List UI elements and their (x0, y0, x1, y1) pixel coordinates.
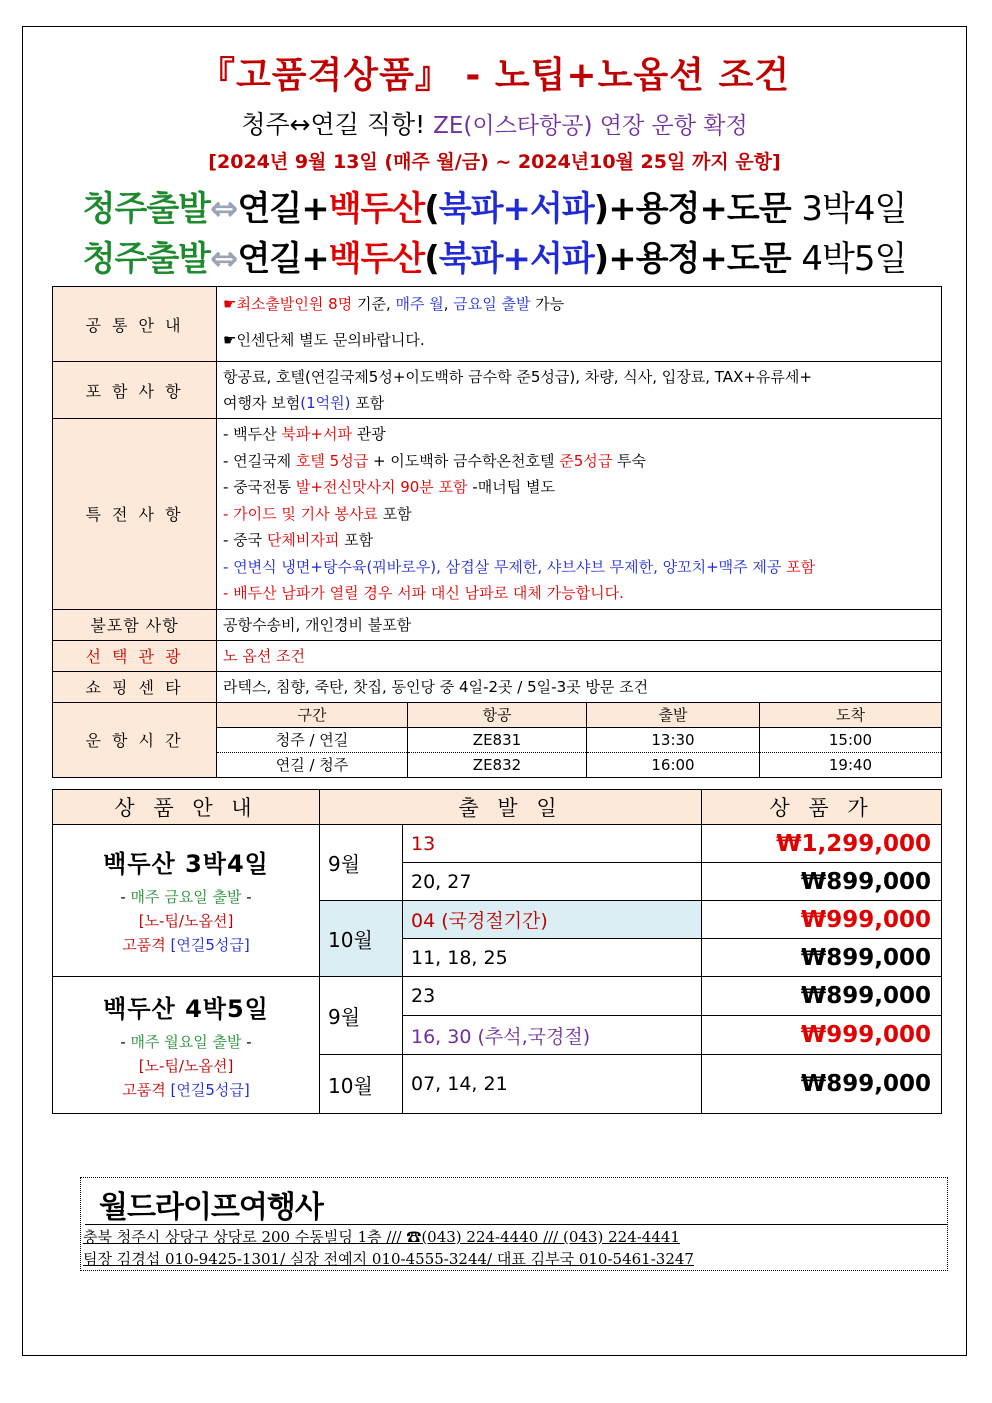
route-subtitle (23, 105, 966, 141)
price-cell: ₩899,000 (702, 977, 942, 1016)
text-part: 단체비자피 (266, 531, 340, 549)
product-name: 백두산 3박4일 (103, 850, 269, 878)
info-row-common (53, 287, 942, 362)
product-table (52, 789, 942, 1114)
tour-part: 백두산 (328, 189, 425, 229)
flight-cell: 16:00 (587, 752, 760, 777)
product-condition: [노-팁/노옵션] (138, 912, 234, 930)
text-part: -매너팁 별도 (467, 478, 555, 496)
flight-cell: 연길 / 청주 (275, 756, 349, 774)
text-part: 북파+서파 (281, 425, 352, 443)
text-part: 포함 (339, 531, 374, 549)
flight-cell: 15:00 (760, 727, 942, 752)
info-label: 포 함 사 항 (53, 362, 217, 419)
product-header: 상 품 가 (702, 790, 942, 825)
info-line: ☛인센단체 별도 문의바랍니다. (223, 331, 425, 349)
text-part: - 연길국제 (223, 451, 296, 470)
month-cell: 9월 (320, 977, 403, 1055)
flight-header: 출발 (587, 703, 760, 728)
info-value: 공항수송비, 개인경비 불포함 (217, 609, 942, 640)
product-name-cell (53, 977, 320, 1114)
product-row (53, 825, 942, 863)
flight-cell: ZE832 (408, 752, 587, 777)
product-header-row (53, 790, 942, 825)
flyer-page (22, 26, 967, 1356)
text-part: 호텔 5성급 (295, 451, 369, 470)
info-line: - 배두산 남파가 열릴 경우 서파 대신 남파로 대체 가능합니다. (223, 584, 624, 602)
text-part: 매주 금요일 출발 (130, 888, 242, 906)
price-cell: ₩899,000 (702, 863, 942, 901)
info-value (217, 419, 942, 610)
divider (85, 1224, 947, 1225)
arrow-icon: ⇔ (210, 189, 238, 229)
info-value: 라텍스, 침향, 죽탄, 찻집, 동인당 중 4일-2곳 / 5일-3곳 방문 조건 (217, 671, 942, 702)
text-part: (1억원) (300, 394, 351, 412)
text-part: ☛최소출발인원 8명 (223, 295, 353, 313)
text-part: - (120, 1032, 131, 1051)
price-cell: ₩999,000 (702, 1016, 942, 1055)
title-right: 노팁+노옵션 조건 (494, 55, 791, 96)
product-row (53, 977, 942, 1016)
text-part: - 백두산 (223, 425, 282, 443)
price-cell: ₩899,000 (702, 939, 942, 977)
text-part: 여행자 보험 (223, 394, 301, 412)
tour-part: 연길+ (237, 189, 329, 229)
text-part: 금요일 출발 (453, 295, 531, 313)
tour-line-2 (23, 231, 966, 280)
airline-text: ZE(이스타항공) 연장 운항 확정 (433, 113, 748, 139)
text-part: - 중국 (223, 531, 267, 549)
info-label: 불포함 사항 (53, 609, 217, 640)
tour-part: 북파+서파 (438, 239, 594, 279)
flight-header: 항공 (408, 703, 587, 728)
text-part: - (241, 888, 252, 906)
flight-cell: 19:40 (760, 752, 942, 777)
flight-cell: 청주 / 연길 (217, 727, 408, 752)
text-part: 발+전신맛사지 90분 포함 (295, 478, 468, 496)
route-text: 청주↔연길 직항! (241, 110, 426, 139)
agency-staff: 팀장 김경섭 010-9425-1301/ 실장 전예지 010-4555-3244/ 대표 김부국 010-5461-3247 (83, 1250, 694, 1268)
info-label: 쇼 핑 센 타 (53, 671, 217, 702)
info-row-include (53, 362, 942, 419)
flight-schedule (217, 702, 942, 777)
flight-cell: 13:30 (587, 727, 760, 752)
tour-part: 백두산 (328, 239, 425, 279)
tour-line-1 (23, 181, 966, 230)
depart-text: 청주출발 (82, 189, 211, 229)
info-row-option (53, 640, 942, 671)
text-part: 포함 (786, 557, 816, 576)
flight-header: 구간 (217, 703, 408, 728)
flight-table (217, 703, 941, 777)
agency-address: 충북 청주시 상당구 상당로 200 수동빌딩 1층 /// ☎(043) 224-4440 /// (043) 224-4441 (83, 1228, 680, 1246)
price-cell: ₩899,000 (702, 1055, 942, 1114)
text-part: - 연변식 냉면+탕수육(꿔바로우), 삼겹살 무제한, 샤브샤브 무제한, 양꼬치+맥주 제공 (223, 557, 787, 576)
text-part: 고품격 (122, 936, 171, 954)
text-part: 매주 월 (395, 295, 444, 313)
info-label: 공 통 안 내 (53, 287, 217, 362)
tour-part: )+용정+도문 (593, 239, 791, 279)
depart-text: 청주출발 (82, 239, 211, 279)
month-cell: 10월 (320, 901, 403, 977)
text-part: 투숙 (612, 451, 647, 470)
price-cell: ₩1,299,000 (702, 825, 942, 863)
tour-part: ( (424, 239, 439, 279)
product-condition: [노-팁/노옵션] (138, 1056, 234, 1075)
flight-header-row (217, 703, 941, 728)
text-part: [연길5성급] (170, 1080, 250, 1099)
tour-part: ( (424, 189, 439, 229)
price-cell: ₩999,000 (702, 901, 942, 939)
agency-name: 월드라이프여행사 (99, 1190, 323, 1225)
dates-cell: 04 (국경절기간) (403, 901, 702, 939)
text-part: + 이도백하 금수학온천호텔 (368, 451, 560, 470)
text-part: 포함 (350, 394, 385, 412)
text-part: 관광 (351, 425, 386, 443)
text-part: 준5성급 (559, 451, 613, 470)
text-part: - (120, 888, 131, 906)
info-value (217, 362, 942, 419)
info-label: 운 항 시 간 (53, 702, 217, 777)
info-value (217, 287, 942, 362)
flight-cell: ZE831 (408, 727, 587, 752)
agency-box (80, 1177, 948, 1271)
dates-cell: 16, 30 (추석,국경절) (403, 1016, 702, 1055)
tour-duration: 3박4일 (801, 189, 907, 229)
page-title (23, 47, 966, 98)
month-cell: 10월 (320, 1055, 403, 1114)
dates-cell: 23 (403, 977, 702, 1016)
tour-part: )+용정+도문 (593, 189, 791, 229)
dates-cell: 13 (403, 825, 702, 863)
product-name: 백두산 4박5일 (103, 994, 269, 1023)
month-cell: 9월 (320, 825, 403, 901)
text-part: 매주 월요일 출발 (130, 1032, 242, 1051)
product-name-cell (53, 825, 320, 977)
text-part: [연길5성급] (170, 936, 250, 954)
product-header: 출 발 일 (320, 790, 702, 825)
flight-row (217, 727, 941, 752)
info-line: 항공료, 호텔(연길국제5성+이도백하 금수학 준5성급), 차량, 식사, 입장료, TAX+유류세+ (223, 368, 812, 386)
arrow-icon: ⇔ (210, 239, 238, 279)
dates-cell: 11, 18, 25 (403, 939, 702, 977)
operation-period: [2024년 9월 13일 (매주 월/금) ~ 2024년10월 25일 까지 운항] (208, 151, 781, 173)
text-part: - (241, 1032, 252, 1051)
tour-part: 북파+서파 (438, 189, 594, 229)
text-part: , (443, 295, 454, 313)
text-part: - 중국전통 (223, 478, 296, 496)
text-part: - 가이드 및 기사 봉사료 (223, 504, 378, 523)
info-row-special (53, 419, 942, 610)
title-left: 『고품격상품』 (198, 55, 452, 96)
tour-duration: 4박5일 (801, 239, 907, 279)
product-header: 상 품 안 내 (53, 790, 320, 825)
flight-row (217, 752, 941, 777)
info-label: 선 택 관 광 (53, 640, 217, 671)
tour-part: 연길+ (237, 239, 329, 279)
info-value: 노 옵션 조건 (217, 640, 942, 671)
info-table (52, 286, 942, 778)
text-part: 기준, (352, 295, 396, 313)
text-part: 고품격 (122, 1080, 171, 1099)
info-label: 특 전 사 항 (53, 419, 217, 610)
dates-cell: 20, 27 (403, 863, 702, 901)
title-dash: - (451, 55, 495, 96)
dates-cell: 07, 14, 21 (403, 1055, 702, 1114)
info-row-flight (53, 702, 942, 777)
flight-header: 도착 (760, 703, 942, 728)
text-part: 포함 (377, 504, 412, 523)
info-row-exclude (53, 609, 942, 640)
info-row-shopping (53, 671, 942, 702)
text-part: 가능 (530, 295, 565, 313)
